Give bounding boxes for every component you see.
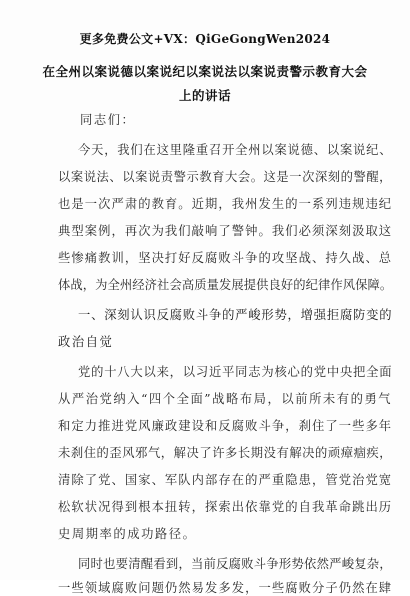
paragraph-line: 清除了党、国家、军队内部存在的严重隐患，管党治党宽 bbox=[58, 473, 393, 487]
paragraph-line: 也是一次严肃的教育。近期，我州发生的一系列违规违纪 bbox=[58, 197, 393, 211]
paragraph-line: 一些领域腐败问题仍然易发多发，一些腐败分子仍然在肆 bbox=[58, 581, 393, 595]
paragraph-line: 从严治党纳入“四个全面”战略布局，以前所未有的勇气 bbox=[58, 392, 393, 406]
paragraph-line: 同时也要清醒看到，当前反腐败斗争形势依然严峻复杂， bbox=[78, 557, 392, 571]
paragraph-line: 今天，我们在这里隆重召开全州以案说德、以案说纪、 bbox=[78, 143, 393, 157]
paragraph-line: 体战，为全州经济社会高质量发展提供良好的纪律作风保障。 bbox=[58, 278, 393, 292]
section-heading-line-2: 政治自觉 bbox=[58, 335, 114, 349]
paragraph-line: 些惨痛教训，坚决打好反腐败斗争的攻坚战、持久战、总 bbox=[58, 251, 393, 265]
salutation: 同志们： bbox=[80, 113, 136, 127]
speech-title-line-1: 在全州以案说德以案说纪以案说法以案说责警示教育大会 bbox=[42, 64, 368, 79]
paragraph-line: 典型案例，再次为我们敲响了警钟。我们必须深刻汲取这 bbox=[58, 224, 393, 238]
paragraph-line: 松软状况得到根本扭转，探索出依靠党的自我革命跳出历 bbox=[58, 500, 393, 514]
paragraph-line: 未刹住的歪风邪气，解决了许多长期没有解决的顽瘴痼疾， bbox=[58, 446, 393, 460]
paragraph-line: 和定力推进党风廉政建设和反腐败斗争，刹住了一些多年 bbox=[58, 419, 393, 433]
paragraph-line: 史周期率的成功路径。 bbox=[58, 527, 197, 541]
paragraph-line: 以案说法、以案说责警示教育大会。这是一次深刻的警醒， bbox=[58, 170, 393, 184]
paragraph-line: 党的十八大以来，以习近平同志为核心的党中央把全面 bbox=[78, 365, 393, 379]
section-heading-line-1: 一、深刻认识反腐败斗争的严峻形势，增强拒腐防变的 bbox=[78, 308, 393, 322]
watermark-text: 更多免费公文+VX：QiGeGongWen2024 bbox=[79, 32, 331, 46]
speech-title-line-2: 上的讲话 bbox=[178, 88, 231, 103]
